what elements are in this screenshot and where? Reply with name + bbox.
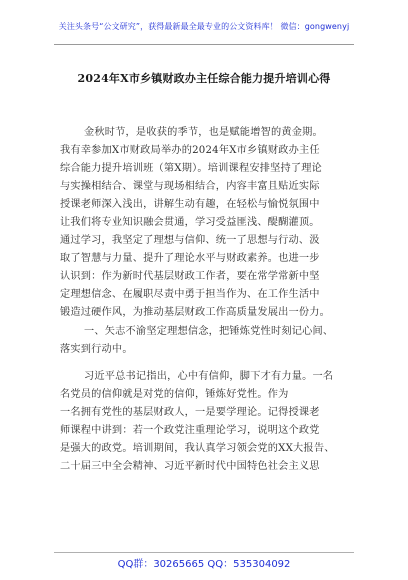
paragraph-line: 我有幸参加X市财政局举办的2024年X市乡镇财政办主任 [60,145,320,156]
header-divider [54,44,354,45]
header-notice: 关注头条号“公文研究”，获得最新最全最专业的公文资料库！ 微信：gongwenyj [58,22,350,31]
paragraph-line: 授课老师深入浅出，讲解生动有趣，在轻松与愉悦氛围中 [60,199,320,210]
paragraph-line: 让我们将专业知识融会贯通，学习受益匪浅、醍醐灌顶。 [60,217,320,228]
paragraph-line: 师课程中讲到：若一个政党注重理论学习，说明这个政党 [60,425,320,436]
footer-divider [54,552,354,553]
paragraph-line: 通过学习，我坚定了理想与信仰、统一了思想与行动、汲 [60,235,320,246]
paragraph-line: 名党员的信仰就是对党的信仰，锤炼好党性。作为 [60,389,289,400]
paragraph-line: 二十届三中全会精神、习近平新时代中国特色社会主义思 [60,461,320,472]
section-heading-line: 一、矢志不渝坚定理想信念，把锤炼党性时刻记心间、 [84,326,334,337]
section-heading-line: 落实到行动中。 [60,344,133,355]
paragraph-line: 综合能力提升培训班（第X期）。培训课程安排坚持了理论 [60,163,323,174]
paragraph-line: 习近平总书记指出，心中有信仰，脚下才有力量。一名 [84,371,334,382]
paragraph-line: 取了智慧与力量、提升了理论水平与财政素养。也进一步 [60,253,320,264]
document-title: 2024年X市乡镇财政办主任综合能力提升培训心得 [77,72,331,85]
paragraph-line: 金秋时节，是收获的季节，也是赋能增智的黄金期。 [84,127,323,138]
paragraph-line: 定理想信念、在履职尽责中勇于担当作为、在工作生活中 [60,289,320,300]
paragraph-line: 与实操相结合、课堂与现场相结合，内容丰富且贴近实际 [60,181,320,192]
paragraph-line: 一名拥有党性的基层财政人，一是要学理论。记得授课老 [60,407,320,418]
paragraph-line: 认识到：作为新时代基层财政工作者，要在常学常新中坚 [60,271,320,282]
paragraph-line: 锻造过硬作风，为推动基层财政工作高质量发展出一份力。 [60,307,331,318]
paragraph-line: 是强大的政党。培训期间，我认真学习领会党的XX大报告、 [60,443,335,454]
footer-contact: QQ群：30265665 QQ：535304092 [117,559,291,570]
